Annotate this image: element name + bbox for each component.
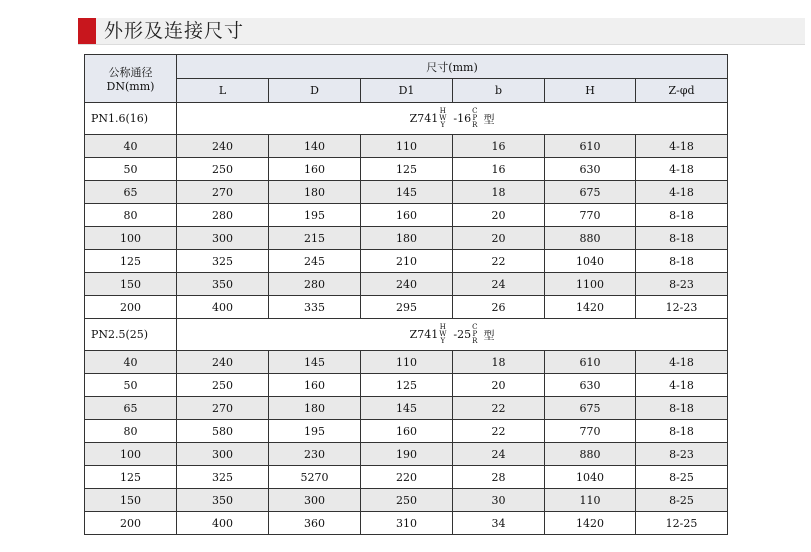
cell-d: 180 (269, 181, 361, 204)
cell-d: 160 (269, 374, 361, 397)
cell-d: 245 (269, 250, 361, 273)
cell-dn: 100 (85, 227, 177, 250)
cell-d: 280 (269, 273, 361, 296)
model-right-stack (472, 108, 477, 129)
cell-d: 360 (269, 512, 361, 535)
table-row (85, 351, 728, 374)
col-header-D1: D1 (361, 79, 453, 103)
model-prefix: Z741 (409, 328, 439, 341)
cell-l: 325 (177, 466, 269, 489)
cell-d: 195 (269, 204, 361, 227)
cell-l: 300 (177, 443, 269, 466)
header-accent-block (78, 18, 96, 44)
cell-l: 250 (177, 374, 269, 397)
cell-h: 1040 (545, 466, 636, 489)
cell-dn: 40 (85, 135, 177, 158)
cell-z-phi-d: 8-25 (636, 466, 728, 489)
section-title: 外形及连接尺寸 (104, 20, 245, 42)
cell-b: 22 (453, 250, 545, 273)
cell-dn: 125 (85, 466, 177, 489)
cell-l: 240 (177, 351, 269, 374)
table-row (85, 374, 728, 397)
cell-z-phi-d: 4-18 (636, 351, 728, 374)
cell-b: 34 (453, 512, 545, 535)
cell-d1: 240 (361, 273, 453, 296)
cell-d: 230 (269, 443, 361, 466)
cell-z-phi-d: 8-23 (636, 443, 728, 466)
cell-h: 610 (545, 135, 636, 158)
size-group-header: 尺寸(mm) (177, 55, 728, 79)
model-left-stack-letter: W (439, 330, 447, 338)
cell-b: 22 (453, 420, 545, 443)
table-row (85, 443, 728, 466)
cell-h: 770 (545, 204, 636, 227)
cell-d1: 310 (361, 512, 453, 535)
cell-d1: 110 (361, 135, 453, 158)
cell-d: 140 (269, 135, 361, 158)
cell-z-phi-d: 8-23 (636, 273, 728, 296)
cell-d1: 110 (361, 351, 453, 374)
cell-d1: 180 (361, 227, 453, 250)
pressure-label: PN1.6(16) (85, 103, 177, 135)
cell-d1: 220 (361, 466, 453, 489)
cell-d: 160 (269, 158, 361, 181)
table-row (85, 250, 728, 273)
cell-d1: 295 (361, 296, 453, 319)
cell-z-phi-d: 8-18 (636, 250, 728, 273)
cell-d1: 190 (361, 443, 453, 466)
cell-z-phi-d: 4-18 (636, 181, 728, 204)
model-right-stack-letter: P (472, 114, 478, 122)
cell-b: 18 (453, 181, 545, 204)
table-row (85, 135, 728, 158)
cell-b: 20 (453, 374, 545, 397)
model-left-stack-letter: H (439, 107, 446, 115)
cell-dn: 80 (85, 420, 177, 443)
model-suffix: 型 (483, 328, 495, 342)
cell-dn: 150 (85, 273, 177, 296)
table-row (85, 489, 728, 512)
cell-b: 16 (453, 158, 545, 181)
model-left-stack-letter: W (439, 114, 447, 122)
model-left-stack-letter: Y (440, 121, 446, 129)
table-row (85, 204, 728, 227)
cell-h: 880 (545, 443, 636, 466)
cell-l: 350 (177, 489, 269, 512)
cell-h: 770 (545, 420, 636, 443)
cell-dn: 150 (85, 489, 177, 512)
model-right-stack (472, 324, 477, 345)
cell-d1: 160 (361, 204, 453, 227)
cell-h: 880 (545, 227, 636, 250)
model-left-stack (439, 108, 446, 129)
model-suffix: 型 (483, 112, 495, 126)
table-row (85, 296, 728, 319)
cell-dn: 65 (85, 397, 177, 420)
cell-l: 240 (177, 135, 269, 158)
cell-dn: 100 (85, 443, 177, 466)
cell-d1: 160 (361, 420, 453, 443)
model-left-stack (439, 324, 446, 345)
model-right-stack-letter: P (472, 330, 478, 338)
model-left-stack-letter: Y (440, 337, 446, 345)
cell-h: 610 (545, 351, 636, 374)
cell-h: 630 (545, 158, 636, 181)
model-designation (177, 319, 728, 351)
pressure-group-row (85, 103, 728, 135)
cell-z-phi-d: 8-18 (636, 227, 728, 250)
model-pressure-code: -16 (453, 112, 472, 125)
cell-b: 24 (453, 443, 545, 466)
cell-d: 335 (269, 296, 361, 319)
cell-b: 16 (453, 135, 545, 158)
col-header-L: L (177, 79, 269, 103)
cell-z-phi-d: 4-18 (636, 135, 728, 158)
cell-l: 580 (177, 420, 269, 443)
table-row (85, 397, 728, 420)
model-right-stack-letter: R (472, 121, 478, 129)
cell-z-phi-d: 12-23 (636, 296, 728, 319)
cell-h: 630 (545, 374, 636, 397)
cell-z-phi-d: 4-18 (636, 374, 728, 397)
model-right-stack-letter: C (472, 323, 478, 331)
cell-d: 215 (269, 227, 361, 250)
cell-l: 270 (177, 397, 269, 420)
table-row (85, 466, 728, 489)
dn-header-line2: DN(mm) (106, 80, 155, 93)
cell-b: 22 (453, 397, 545, 420)
cell-z-phi-d: 8-18 (636, 397, 728, 420)
cell-d1: 125 (361, 374, 453, 397)
cell-b: 20 (453, 227, 545, 250)
cell-b: 18 (453, 351, 545, 374)
cell-l: 270 (177, 181, 269, 204)
cell-b: 28 (453, 466, 545, 489)
cell-d1: 145 (361, 181, 453, 204)
cell-dn: 80 (85, 204, 177, 227)
table-row (85, 420, 728, 443)
model-designation (177, 103, 728, 135)
cell-d1: 125 (361, 158, 453, 181)
model-right-stack-letter: C (472, 107, 478, 115)
model-left-stack-letter: H (439, 323, 446, 331)
cell-l: 400 (177, 296, 269, 319)
dn-header-line1: 公称通径 (108, 66, 153, 79)
cell-dn: 65 (85, 181, 177, 204)
model-pressure-code: -25 (453, 328, 472, 341)
cell-d: 145 (269, 351, 361, 374)
cell-d: 195 (269, 420, 361, 443)
cell-dn: 50 (85, 158, 177, 181)
cell-b: 30 (453, 489, 545, 512)
cell-z-phi-d: 12-25 (636, 512, 728, 535)
cell-h: 1420 (545, 512, 636, 535)
cell-d1: 250 (361, 489, 453, 512)
cell-l: 250 (177, 158, 269, 181)
cell-d1: 145 (361, 397, 453, 420)
model-prefix: Z741 (409, 112, 439, 125)
cell-h: 1100 (545, 273, 636, 296)
col-header-D: D (269, 79, 361, 103)
cell-l: 325 (177, 250, 269, 273)
cell-h: 675 (545, 181, 636, 204)
col-header-b: b (453, 79, 545, 103)
cell-h: 1420 (545, 296, 636, 319)
model-right-stack-letter: R (472, 337, 478, 345)
cell-dn: 200 (85, 296, 177, 319)
cell-h: 1040 (545, 250, 636, 273)
cell-l: 400 (177, 512, 269, 535)
cell-b: 26 (453, 296, 545, 319)
cell-d: 5270 (269, 466, 361, 489)
col-header-Z: Z-φd (636, 79, 728, 103)
cell-l: 350 (177, 273, 269, 296)
cell-z-phi-d: 8-25 (636, 489, 728, 512)
cell-z-phi-d: 4-18 (636, 158, 728, 181)
table-row (85, 512, 728, 535)
table-row (85, 181, 728, 204)
pressure-label: PN2.5(25) (85, 319, 177, 351)
col-header-H: H (545, 79, 636, 103)
cell-z-phi-d: 8-18 (636, 420, 728, 443)
cell-dn: 200 (85, 512, 177, 535)
cell-b: 20 (453, 204, 545, 227)
cell-z-phi-d: 8-18 (636, 204, 728, 227)
dn-header (85, 55, 177, 103)
cell-dn: 50 (85, 374, 177, 397)
table-row (85, 227, 728, 250)
cell-h: 110 (545, 489, 636, 512)
section-header (78, 18, 805, 45)
cell-dn: 40 (85, 351, 177, 374)
dimension-table (84, 54, 728, 535)
pressure-group-row (85, 319, 728, 351)
cell-d: 300 (269, 489, 361, 512)
cell-d: 180 (269, 397, 361, 420)
cell-d1: 210 (361, 250, 453, 273)
cell-l: 280 (177, 204, 269, 227)
cell-h: 675 (545, 397, 636, 420)
table-row (85, 273, 728, 296)
cell-dn: 125 (85, 250, 177, 273)
cell-b: 24 (453, 273, 545, 296)
cell-l: 300 (177, 227, 269, 250)
table-row (85, 158, 728, 181)
